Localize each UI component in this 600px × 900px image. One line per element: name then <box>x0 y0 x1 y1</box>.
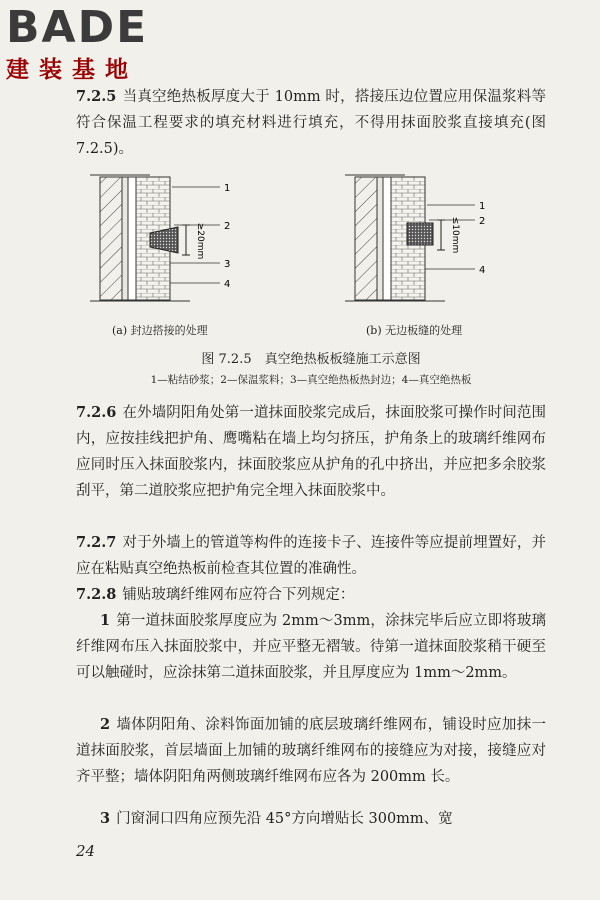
clause-text: 铺贴玻璃纤维网布应符合下列规定： <box>122 587 355 603</box>
item-text: 第一道抹面胶浆厚度应为 2mm～3mm，涂抹完毕后应立即将玻璃纤维网布压入抹面胶浆中，并应平整无褶皱。待第一道抹面胶浆稍干硬至可以触碰时，应涂抹第二道抹面胶浆，并且厚度应为 1mm～2mm。 <box>76 613 546 681</box>
vip-panel-b <box>383 177 391 300</box>
label-b-4: 4 <box>479 265 486 276</box>
logo-sub: 建装基地 <box>6 57 138 83</box>
dimension-b: ≤10mm <box>450 216 460 254</box>
list-item-1 <box>76 608 546 686</box>
adhesive-layer-a <box>122 177 128 300</box>
clause-text: 在外墙阴阳角处第一道抹面胶浆完成后，抹面胶浆可操作时间范围内，应按挂线把护角、鹰嘴粘在墙上均匀挤压，护角条上的玻璃纤维网布应同时压入抹面胶浆内，抹面胶浆应从护角的孔中挤出，并应把多余胶浆刮平，第二道胶浆应把护角完全埋入抹面胶浆中。 <box>76 405 546 499</box>
item-number: 1 <box>100 612 111 629</box>
paragraph-7-2-5 <box>76 84 546 162</box>
subfigure-b <box>345 175 485 301</box>
figure-caption: 图 7.2.5 真空绝热板板缝施工示意图 <box>201 352 421 367</box>
item-number: 2 <box>100 716 111 733</box>
page-number: 24 <box>76 842 96 860</box>
wall-base-a <box>100 177 122 300</box>
list-item-2 <box>76 712 546 790</box>
clause-number: 7.2.8 <box>76 586 117 603</box>
clause-text: 对于外墙上的管道等构件的连接卡子、连接件等应提前埋置好，并应在粘贴真空绝热板前检查其位置的准确性。 <box>76 535 546 577</box>
clause-text: 当真空绝热板厚度大于 10mm 时，搭接压边位置应用保温浆料等符合保温工程要求的填充材料进行填充，不得用抹面胶浆直接填充(图 7.2.5)。 <box>76 89 546 157</box>
paragraph-7-2-7 <box>76 530 546 582</box>
subcaption-b: (b) 无边板缝的处理 <box>366 324 463 337</box>
adhesive-layer-b <box>377 177 383 300</box>
clause-number: 7.2.7 <box>76 534 117 551</box>
item-number: 3 <box>100 810 111 827</box>
dimension-a: ≥20mm <box>195 222 205 260</box>
paragraph-7-2-6 <box>76 400 546 504</box>
label-a-4: 4 <box>224 279 231 290</box>
list-item-3 <box>76 806 546 832</box>
logo <box>6 2 149 84</box>
clause-number: 7.2.5 <box>76 88 117 105</box>
label-a-3: 3 <box>224 259 231 270</box>
label-b-1: 1 <box>479 201 486 212</box>
joint-fill-b <box>407 223 433 245</box>
label-a-2: 2 <box>224 221 231 232</box>
figure-legend: 1—粘结砂浆；2—保温浆料；3—真空绝热板热封边；4—真空绝热板 <box>150 374 472 386</box>
item-text: 门窗洞口四角应预先沿 45°方向增贴长 300mm、宽 <box>116 811 453 827</box>
paragraph-7-2-8 <box>76 582 546 608</box>
label-a-1: 1 <box>224 183 231 194</box>
figure-7-2-5 <box>90 165 530 340</box>
clause-number: 7.2.6 <box>76 404 117 421</box>
subcaption-a: (a) 封边搭接的处理 <box>112 324 208 337</box>
item-text: 墙体阴阳角、涂料饰面加铺的底层玻璃纤维网布，铺设时应加抹一道抹面胶浆，首层墙面上加铺的玻璃纤维网布的接缝应为对接，接缝应对齐平整；墙体阴阳角两侧玻璃纤维网布应各为 200mm 长。 <box>76 717 546 785</box>
subfigure-a <box>90 175 230 301</box>
vip-panel-a <box>128 177 136 300</box>
label-b-2: 2 <box>479 216 486 227</box>
wall-base-b <box>355 177 377 300</box>
logo-main: BADE <box>6 2 149 53</box>
